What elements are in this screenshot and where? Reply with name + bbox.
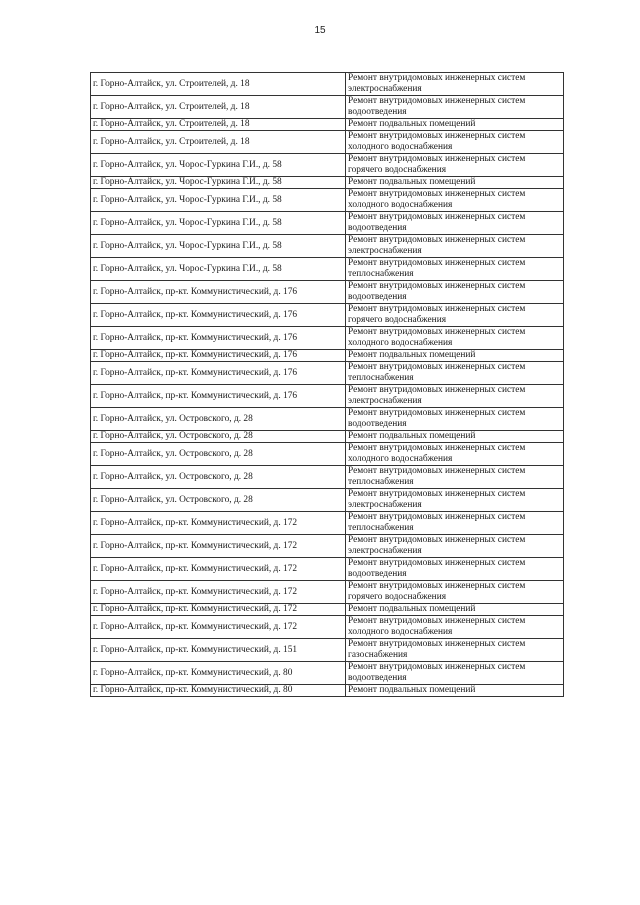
address-cell: г. Горно-Алтайск, ул. Островского, д. 28 xyxy=(91,489,346,512)
address-cell: г. Горно-Алтайск, ул. Чорос-Гуркина Г.И., д. 58 xyxy=(91,258,346,281)
address-cell: г. Горно-Алтайск, пр-кт. Коммунистический, д. 176 xyxy=(91,304,346,327)
table-row xyxy=(91,327,564,350)
address-cell: г. Горно-Алтайск, пр-кт. Коммунистический, д. 176 xyxy=(91,362,346,385)
table-row xyxy=(91,385,564,408)
work-type-cell: Ремонт внутридомовых инженерных систем холодного водоснабжения xyxy=(346,327,564,350)
address-cell: г. Горно-Алтайск, пр-кт. Коммунистический, д. 151 xyxy=(91,639,346,662)
address-cell: г. Горно-Алтайск, ул. Островского, д. 28 xyxy=(91,431,346,443)
work-type-cell: Ремонт внутридомовых инженерных систем электроснабжения xyxy=(346,73,564,96)
address-cell: г. Горно-Алтайск, ул. Чорос-Гуркина Г.И., д. 58 xyxy=(91,235,346,258)
work-type-cell: Ремонт внутридомовых инженерных систем горячего водоснабжения xyxy=(346,154,564,177)
table-row xyxy=(91,177,564,189)
table-body xyxy=(91,73,564,697)
work-type-cell: Ремонт внутридомовых инженерных систем теплоснабжения xyxy=(346,466,564,489)
address-cell: г. Горно-Алтайск, ул. Чорос-Гуркина Г.И., д. 58 xyxy=(91,212,346,235)
table-row xyxy=(91,489,564,512)
table-row xyxy=(91,512,564,535)
work-type-cell: Ремонт внутридомовых инженерных систем электроснабжения xyxy=(346,535,564,558)
address-cell: г. Горно-Алтайск, ул. Островского, д. 28 xyxy=(91,466,346,489)
page-number: 15 xyxy=(314,25,326,36)
work-type-cell: Ремонт внутридомовых инженерных систем теплоснабжения xyxy=(346,258,564,281)
address-cell: г. Горно-Алтайск, ул. Чорос-Гуркина Г.И., д. 58 xyxy=(91,154,346,177)
address-cell: г. Горно-Алтайск, пр-кт. Коммунистический, д. 172 xyxy=(91,558,346,581)
address-cell: г. Горно-Алтайск, пр-кт. Коммунистический, д. 172 xyxy=(91,616,346,639)
table-row xyxy=(91,304,564,327)
work-type-cell: Ремонт подвальных помещений xyxy=(346,119,564,131)
table-row xyxy=(91,189,564,212)
table-row xyxy=(91,235,564,258)
address-cell: г. Горно-Алтайск, ул. Островского, д. 28 xyxy=(91,443,346,466)
address-cell: г. Горно-Алтайск, ул. Строителей, д. 18 xyxy=(91,131,346,154)
address-cell: г. Горно-Алтайск, ул. Строителей, д. 18 xyxy=(91,73,346,96)
table-row xyxy=(91,96,564,119)
address-cell: г. Горно-Алтайск, ул. Чорос-Гуркина Г.И., д. 58 xyxy=(91,189,346,212)
table-row xyxy=(91,350,564,362)
table-row xyxy=(91,616,564,639)
address-cell: г. Горно-Алтайск, пр-кт. Коммунистический, д. 172 xyxy=(91,535,346,558)
work-type-cell: Ремонт подвальных помещений xyxy=(346,350,564,362)
table-row xyxy=(91,408,564,431)
address-cell: г. Горно-Алтайск, пр-кт. Коммунистический, д. 176 xyxy=(91,281,346,304)
address-cell: г. Горно-Алтайск, пр-кт. Коммунистический, д. 176 xyxy=(91,327,346,350)
table-row xyxy=(91,154,564,177)
repair-works-table xyxy=(90,72,564,697)
address-cell: г. Горно-Алтайск, пр-кт. Коммунистический, д. 172 xyxy=(91,512,346,535)
address-cell: г. Горно-Алтайск, пр-кт. Коммунистический, д. 176 xyxy=(91,385,346,408)
work-type-cell: Ремонт внутридомовых инженерных систем водоотведения xyxy=(346,212,564,235)
table-row xyxy=(91,685,564,697)
work-type-cell: Ремонт внутридомовых инженерных систем электроснабжения xyxy=(346,489,564,512)
address-cell: г. Горно-Алтайск, пр-кт. Коммунистический, д. 172 xyxy=(91,581,346,604)
table-row xyxy=(91,212,564,235)
address-cell: г. Горно-Алтайск, пр-кт. Коммунистический, д. 80 xyxy=(91,685,346,697)
work-type-cell: Ремонт внутридомовых инженерных систем холодного водоснабжения xyxy=(346,616,564,639)
work-type-cell: Ремонт внутридомовых инженерных систем теплоснабжения xyxy=(346,512,564,535)
work-type-cell: Ремонт внутридомовых инженерных систем теплоснабжения xyxy=(346,362,564,385)
table-row xyxy=(91,431,564,443)
table-row xyxy=(91,443,564,466)
work-type-cell: Ремонт внутридомовых инженерных систем холодного водоснабжения xyxy=(346,131,564,154)
work-type-cell: Ремонт подвальных помещений xyxy=(346,177,564,189)
work-type-cell: Ремонт внутридомовых инженерных систем холодного водоснабжения xyxy=(346,443,564,466)
table-row xyxy=(91,281,564,304)
table-row xyxy=(91,73,564,96)
address-cell: г. Горно-Алтайск, пр-кт. Коммунистический, д. 172 xyxy=(91,604,346,616)
work-type-cell: Ремонт подвальных помещений xyxy=(346,431,564,443)
table-row xyxy=(91,639,564,662)
address-cell: г. Горно-Алтайск, ул. Чорос-Гуркина Г.И., д. 58 xyxy=(91,177,346,189)
table-row xyxy=(91,604,564,616)
work-type-cell: Ремонт подвальных помещений xyxy=(346,604,564,616)
table-row xyxy=(91,258,564,281)
address-cell: г. Горно-Алтайск, ул. Строителей, д. 18 xyxy=(91,96,346,119)
table-row xyxy=(91,558,564,581)
work-type-cell: Ремонт внутридомовых инженерных систем водоотведения xyxy=(346,558,564,581)
work-type-cell: Ремонт внутридомовых инженерных систем водоотведения xyxy=(346,96,564,119)
address-cell: г. Горно-Алтайск, пр-кт. Коммунистический, д. 80 xyxy=(91,662,346,685)
work-type-cell: Ремонт внутридомовых инженерных систем водоотведения xyxy=(346,281,564,304)
table-row xyxy=(91,119,564,131)
work-type-cell: Ремонт внутридомовых инженерных систем электроснабжения xyxy=(346,385,564,408)
work-type-cell: Ремонт внутридомовых инженерных систем электроснабжения xyxy=(346,235,564,258)
address-cell: г. Горно-Алтайск, пр-кт. Коммунистический, д. 176 xyxy=(91,350,346,362)
work-type-cell: Ремонт внутридомовых инженерных систем газоснабжения xyxy=(346,639,564,662)
address-cell: г. Горно-Алтайск, ул. Строителей, д. 18 xyxy=(91,119,346,131)
table-row xyxy=(91,362,564,385)
work-type-cell: Ремонт внутридомовых инженерных систем горячего водоснабжения xyxy=(346,581,564,604)
work-type-cell: Ремонт подвальных помещений xyxy=(346,685,564,697)
work-type-cell: Ремонт внутридомовых инженерных систем водоотведения xyxy=(346,408,564,431)
work-type-cell: Ремонт внутридомовых инженерных систем водоотведения xyxy=(346,662,564,685)
table-row xyxy=(91,466,564,489)
address-cell: г. Горно-Алтайск, ул. Островского, д. 28 xyxy=(91,408,346,431)
table-row xyxy=(91,662,564,685)
table-row xyxy=(91,535,564,558)
table-row xyxy=(91,581,564,604)
work-type-cell: Ремонт внутридомовых инженерных систем горячего водоснабжения xyxy=(346,304,564,327)
table-row xyxy=(91,131,564,154)
work-type-cell: Ремонт внутридомовых инженерных систем холодного водоснабжения xyxy=(346,189,564,212)
